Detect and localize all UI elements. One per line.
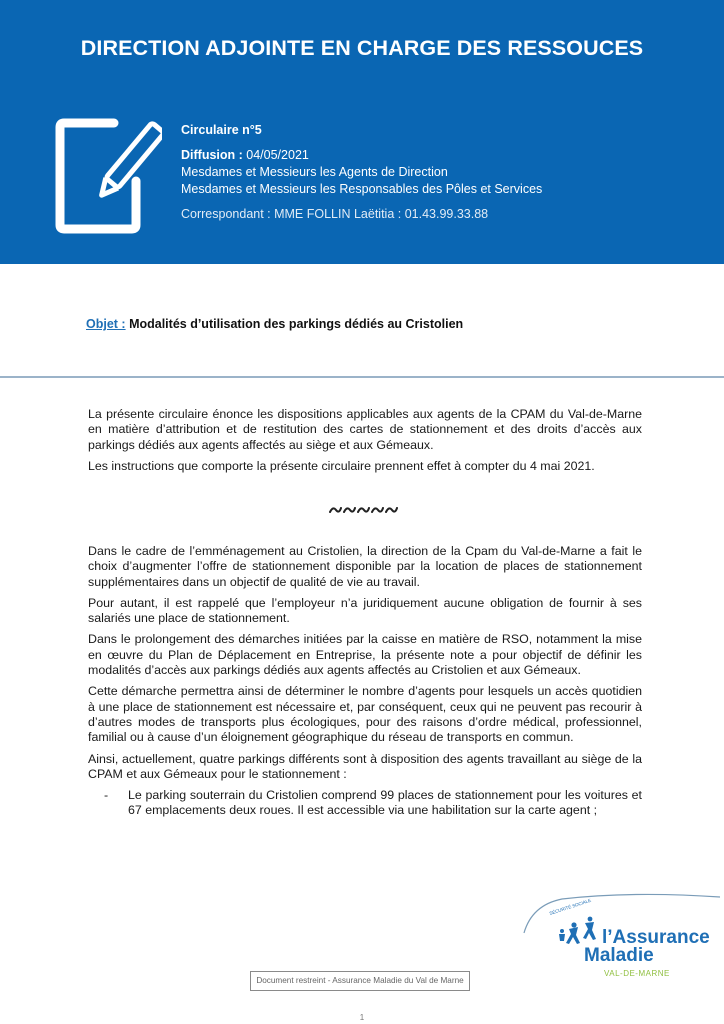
diffusion-line — [181, 147, 542, 164]
people-figures-icon — [559, 917, 596, 944]
subject-text: Modalités d’utilisation des parkings dédiés au Cristolien — [129, 317, 464, 331]
department-title: DIRECTION ADJOINTE EN CHARGE DES RESSOUCES — [80, 36, 644, 60]
divider — [0, 376, 724, 378]
paragraph: Dans le prolongement des démarches initiées par la caisse en matière de RSO, notamment la mise en œuvre du Plan de Déplacement en Entreprise, la présente note a pour objectif de définir les modalités d’accès aux parkings dédiés aux agents affectés au Cristolien et aux Gémeaux. — [88, 632, 642, 678]
paragraph: La présente circulaire énonce les dispositions applicables aux agents de la CPAM du Val-de-Marne en matière d’attribution et de restitution des cartes de stationnement et des droits d’accès aux parkings dédiés aux agents affectés au siège et aux Gémeaux. — [88, 407, 642, 452]
list-item-text: Le parking souterrain du Cristolien comprend 99 places de stationnement pour les voitures et 67 emplacements deux roues. Il est accessible via une habilitation sur la carte agent ; — [128, 788, 642, 818]
intro-section — [88, 407, 642, 480]
decorative-flourish-icon — [328, 503, 398, 517]
diffusion-date: 04/05/2021 — [246, 148, 309, 162]
paragraph: Les instructions que comporte la présente circulaire prennent effet à compter du 4 mai 2021. — [88, 458, 595, 473]
logo-line1: l’Assurance — [602, 927, 710, 948]
circular-number: Circulaire n°5 — [181, 123, 262, 137]
recipient-line: Mesdames et Messieurs les Agents de Direction — [181, 165, 448, 179]
paragraph: Pour autant, il est rappelé que l’employeur n’a juridiquement aucune obligation de fournir à ses salariés une place de stationnement. — [88, 595, 642, 626]
context-section — [88, 544, 642, 819]
list-bullet: - — [104, 788, 109, 803]
logo-line2: Maladie — [584, 945, 654, 966]
paragraph: Dans le cadre de l’emménagement au Cristolien, la direction de la Cpam du Val-de-Marne a fait le choix d’augmenter l’offre de stationnement disponible par la location de places de stationnement supplémentaires dans un objectif de qualité de vie au travail. — [88, 544, 642, 589]
correspondent-line: Correspondant : MME FOLLIN Laëtitia : 01.43.99.33.88 — [181, 207, 489, 221]
confidentiality-notice: Document restreint - Assurance Maladie du Val de Marne — [250, 971, 470, 991]
page-number: 1 — [359, 1013, 365, 1022]
circular-metadata — [181, 122, 542, 223]
logo-tagline: SÉCURITÉ SOCIALE — [548, 897, 592, 916]
subject-label: Objet : — [86, 317, 126, 331]
recipient-line: Mesdames et Messieurs les Responsables des Pôles et Services — [181, 182, 543, 196]
assurance-maladie-logo — [522, 893, 722, 983]
subject-line — [86, 317, 463, 331]
paragraph: Cette démarche permettra ainsi de déterminer le nombre d’agents pour lesquels un accès quotidien à une place de stationnement est nécessaire et, par conséquent, ceux qui ne peuvent pas recourir à d’autres modes de transports plus écologiques, pour des raisons d’ordre médical, professionnel, familial ou à cause d’un éloignement géographique du réseau de transports en commun. — [88, 684, 642, 745]
edit-document-icon — [54, 117, 162, 235]
logo-region: VAL-DE-MARNE — [604, 969, 670, 978]
paragraph: Ainsi, actuellement, quatre parkings différents sont à disposition des agents travaillant au siège de la CPAM et aux Gémeaux pour le stationnement : — [88, 751, 642, 781]
list-item — [88, 788, 642, 819]
header-banner — [0, 0, 724, 264]
diffusion-label: Diffusion : — [181, 148, 243, 162]
